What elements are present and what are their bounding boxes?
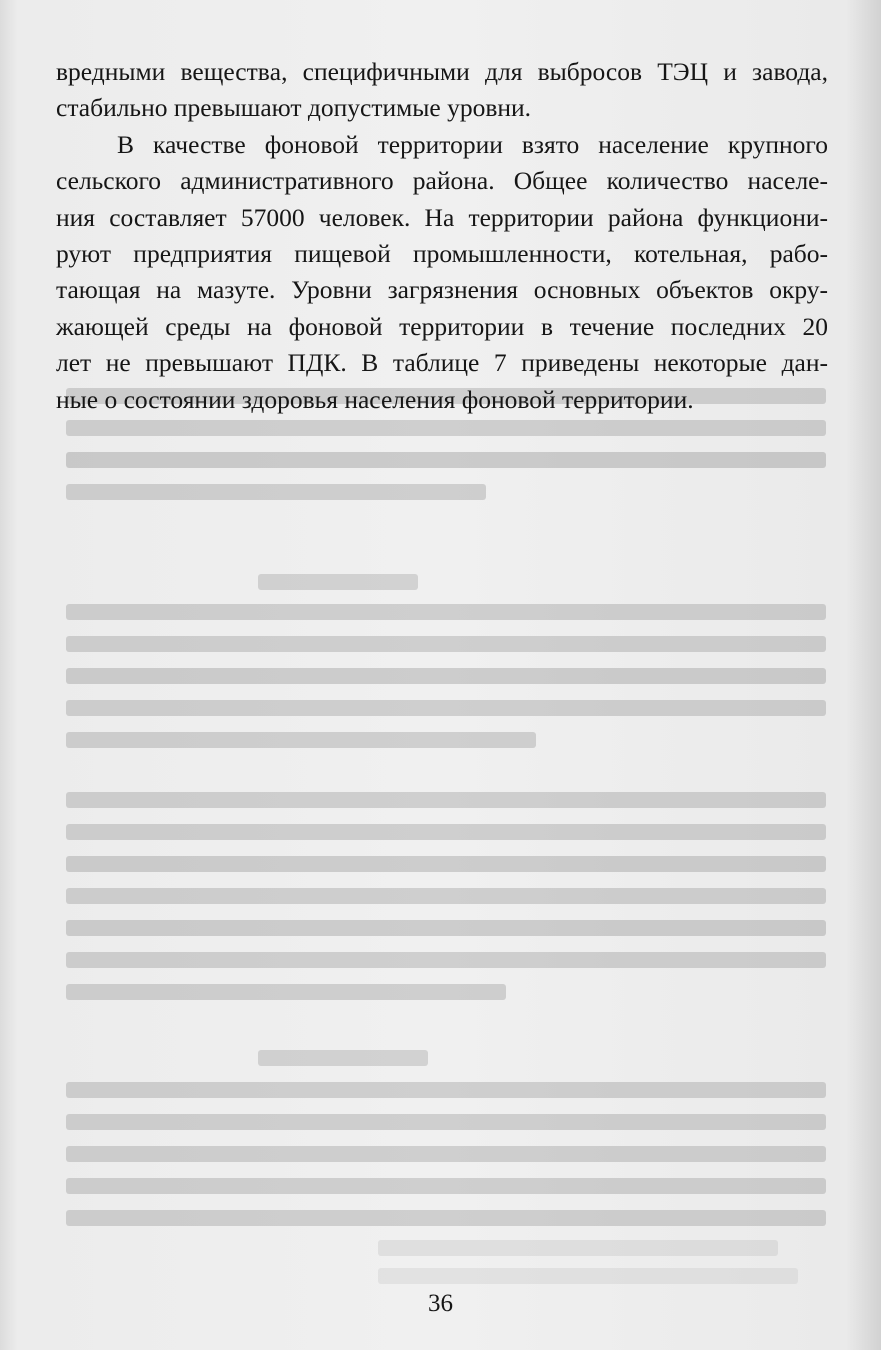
text-line: стабильно превышают допустимые уровни. [56,93,532,123]
body-text [56,54,828,418]
text-line: ные о состоянии здоровья населения фоновой территории. [56,384,694,414]
text-line: жающей среды на фоновой территории в течение последних 20 [56,311,828,341]
paragraph-2 [56,127,828,418]
page-number: 36 [428,1290,453,1317]
text-line: вредными веществa, специфичными для выбросов ТЭЦ и завода, [56,57,828,86]
paragraph-1 [56,54,828,127]
text-line: лет не превышают ПДК. В таблице 7 приведены некоторые дан- [56,348,828,378]
text-line: тающая на мазуте. Уровни загрязнения основных объектов окру- [56,275,828,305]
text-line: сельского административного района. Общее количество населе- [56,166,828,196]
text-line: руют предприятия пищевой промышленности, котельная, рабо- [56,239,828,269]
text-line: В качестве фоновой территории взято население крупного [117,129,828,159]
text-line: ния составляет 57000 человек. На территории района функциони- [56,202,828,232]
